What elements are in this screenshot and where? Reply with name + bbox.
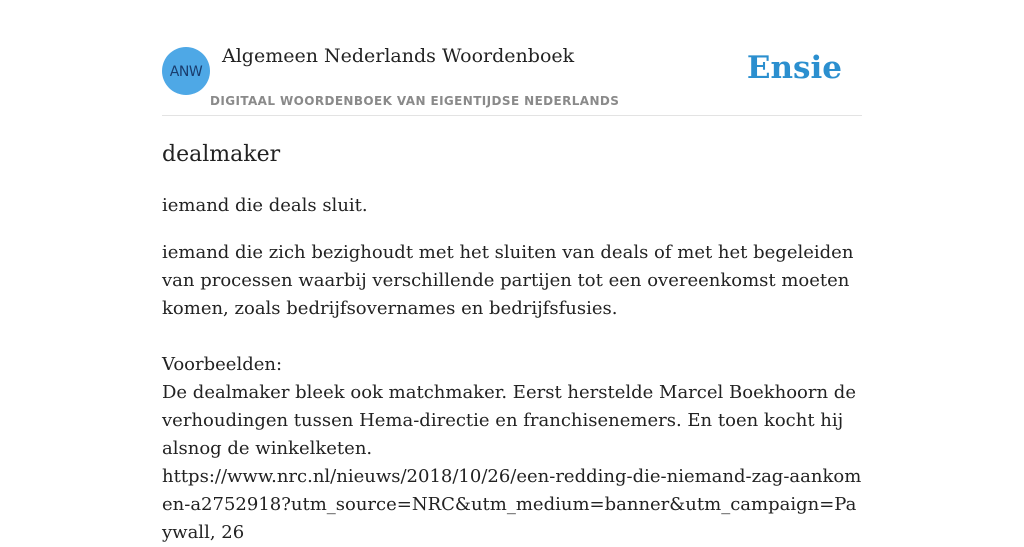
short-definition: iemand die deals sluit. xyxy=(162,195,368,216)
main-container xyxy=(162,0,862,547)
ensie-brand-link[interactable]: Ensie xyxy=(746,50,842,86)
example-source: https://www.nrc.nl/nieuws/2018/10/26/een-redding-die-niemand-zag-aankomen-a2752918?utm_source=NRC&utm_medium=banner&utm_campaign=Paywall, 26 xyxy=(162,466,862,543)
site-header xyxy=(162,0,862,116)
site-title[interactable]: Algemeen Nederlands Woordenboek xyxy=(222,45,575,67)
anw-logo-icon[interactable] xyxy=(162,47,210,95)
example-text: De dealmaker bleek ook matchmaker. Eerst herstelde Marcel Boekhoorn de verhoudingen tussen Hema-directie en franchisenemers. En toen kocht hij alsnog de winkelketen. xyxy=(162,382,856,459)
entry-content xyxy=(162,140,862,547)
long-definition: iemand die zich bezighoudt met het sluiten van deals of met het begeleiden van processen waarbij verschillende partijen tot een overeenkomst moeten komen, zoals bedrijfsovernames en bedrijfsfusies. xyxy=(162,242,854,319)
logo-text: ANW xyxy=(169,64,203,80)
headword: dealmaker xyxy=(162,142,281,167)
examples-heading: Voorbeelden: xyxy=(162,354,283,375)
site-subtitle: DIGITAAL WOORDENBOEK VAN EIGENTIJDSE NEDERLANDS xyxy=(210,94,620,108)
anw-logo-graphic xyxy=(162,47,210,95)
